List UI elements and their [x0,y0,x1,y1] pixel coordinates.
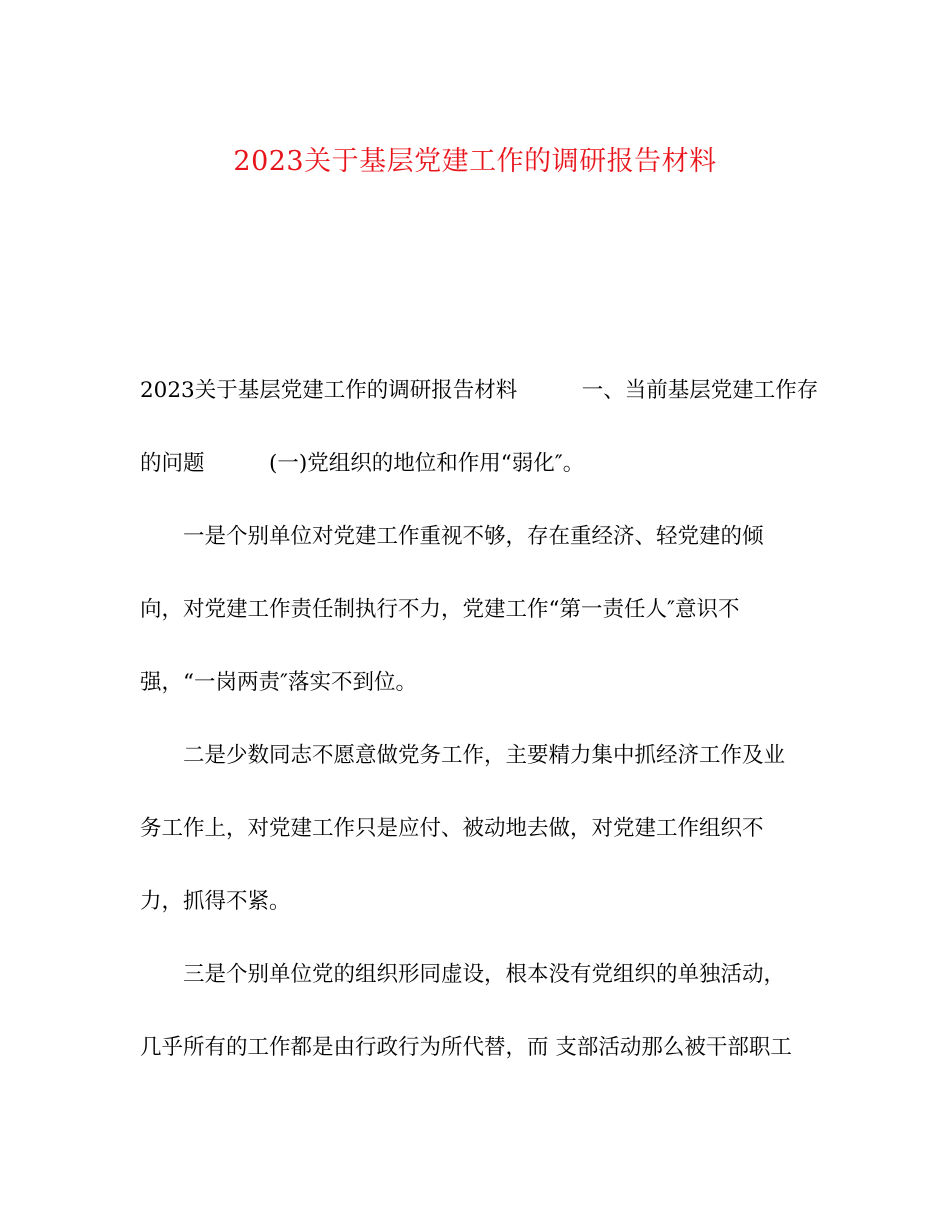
body-line: 的问题 (一)党组织的地位和作用“弱化″。 [140,451,585,476]
body-line: 务工作上，对党建工作只是应付、被动地去做，对党建工作组织不 [140,816,764,841]
body-line: 向，对党建工作责任制执行不力，党建工作“第一责任人″意识不 [140,597,740,622]
body-line: 强，“一岗两责″落实不到位。 [140,670,418,695]
document-title: 2023关于基层党建工作的调研报告材料 [233,146,717,177]
body-line: 三是个别单位党的组织形同虚设，根本没有党组织的单独活动， [183,962,786,987]
body-line: 2023关于基层党建工作的调研报告材料 一、当前基层党建工作存 [140,378,819,403]
body-line: 力，抓得不紧。 [140,889,291,914]
body-line: 二是少数同志不愿意做党务工作，主要精力集中抓经济工作及业 [183,743,786,768]
body-line: 几乎所有的工作都是由行政行为所代替，而 支部活动那么被干部职工 [140,1035,792,1060]
body-line: 一是个别单位对党建工作重视不够，存在重经济、轻党建的倾 [183,524,764,549]
